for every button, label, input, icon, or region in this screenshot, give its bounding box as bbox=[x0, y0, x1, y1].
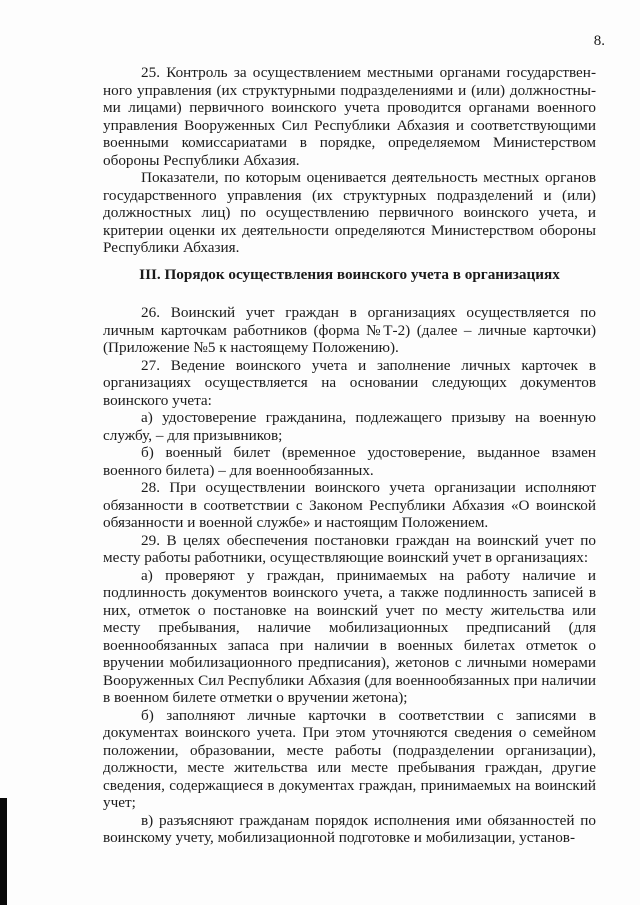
paragraph-29-v: в) разъясняют гражданам порядок исполнения ими обязанностей по воинскому учету, мобилизационной подготовке и мобилизации, установ- bbox=[103, 811, 596, 846]
paragraph-indicators: Показатели, по которым оценивается деятельность местных органов государственного управления (их структурных подразделений и (или) должностных лиц) по осуществлению первичного воинского учета, и критерии оценки их деятельности определяются Министерством обороны Республики Абхазия. bbox=[103, 169, 596, 256]
paragraph-27-b: б) военный билет (временное удостоверение, выданное взамен военного билета) – для военнообязанных. bbox=[103, 444, 596, 479]
paragraph-29: 29. В целях обеспечения постановки граждан на воинский учет по месту работы работники, осуществляющие воинский учет в организациях: bbox=[103, 531, 596, 566]
scan-margin-bar bbox=[0, 798, 7, 905]
paragraph-29-b: б) заполняют личные карточки в соответствии с записями в документах воинского учета. При этом уточняются сведения о семейном положении, образовании, месте работы (подразделении организации), должности, месте жительства или месте пребывания граждан, другие сведения, содержащиеся в документах граждан, принимаемых на воинский учет; bbox=[103, 706, 596, 811]
paragraph-27-a: а) удостоверение гражданина, подлежащего призыву на военную службу, – для призывников; bbox=[103, 409, 596, 444]
document-body bbox=[103, 64, 596, 847]
page-number: 8. bbox=[593, 33, 605, 49]
paragraph-25: 25. Контроль за осуществлением местными органами государственного управления (их структурными подразделениями и (или) должностными лицами) первичного воинского учета проводится органами военного управления Вооруженных Сил Республики Абхазия и соответствующими военными комиссариатами в порядке, определяемом Министерством обороны Республики Абхазия. bbox=[103, 64, 596, 169]
paragraph-27: 27. Ведение воинского учета и заполнение личных карточек в организациях осуществляется на основании следующих документов воинского учета: bbox=[103, 356, 596, 409]
paragraph-26: 26. Воинский учет граждан в организациях осуществляется по личным карточкам работников (форма №Т-2) (далее – личные карточки) (Приложение №5 к настоящему Положению). bbox=[103, 304, 596, 356]
section-heading-iii: III. Порядок осуществления воинского учета в организациях bbox=[139, 265, 560, 283]
paragraph-29-a: а) проверяют у граждан, принимаемых на работу наличие и подлинность документов воинского учета, а также подлинность записей в них, отметок о постановке на воинский учет по месту жительства или месту пребывания, наличие мобилизационных предписаний (для военнообязанных запаса при наличии в военных билетах отметок о вручении мобилизационного предписания), жетонов с личными номерами Вооруженных Сил Республики Абхазия (для военнообязанных при наличии в военном билете отметки о вручении жетона); bbox=[103, 566, 596, 706]
paragraph-28: 28. При осуществлении воинского учета организации исполняют обязанности в соответствии с Законом Республики Абхазия «О воинской обязанности и военной службе» и настоящим Положением. bbox=[103, 479, 596, 531]
